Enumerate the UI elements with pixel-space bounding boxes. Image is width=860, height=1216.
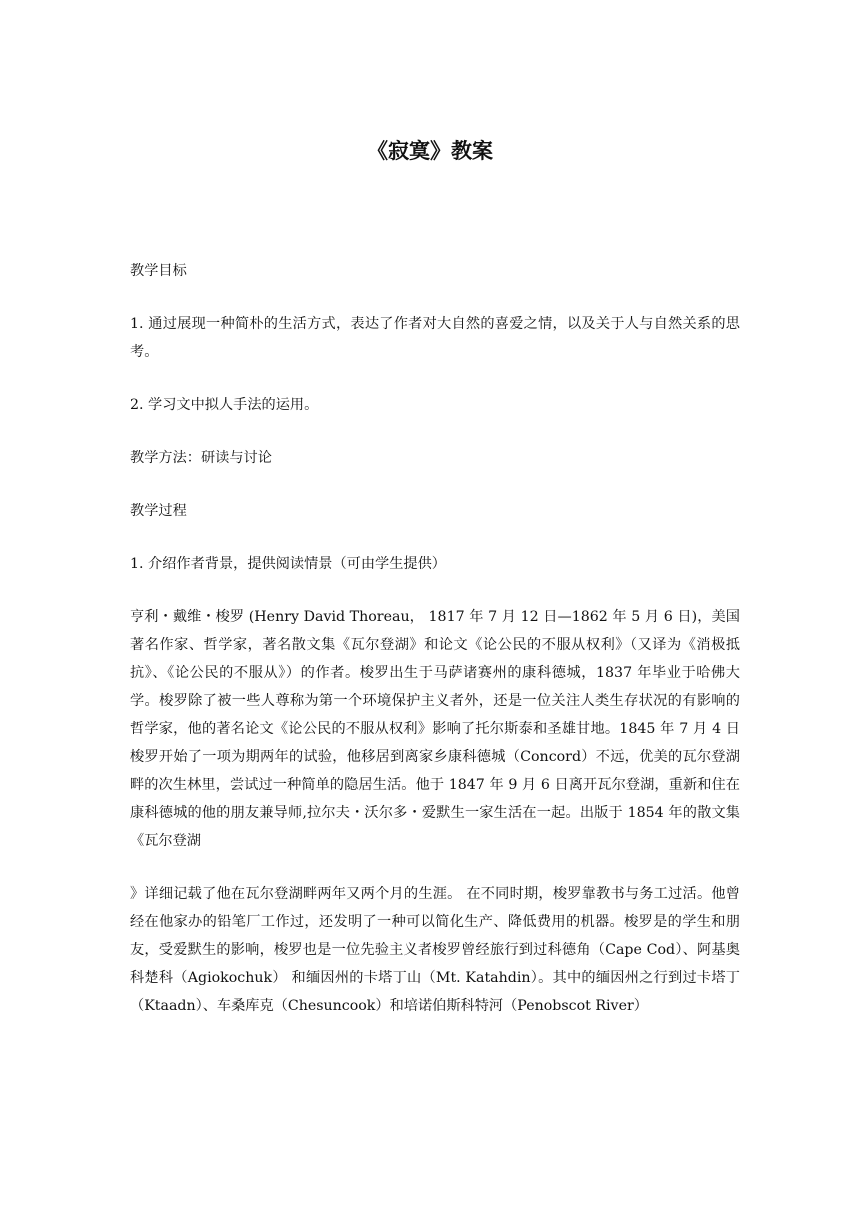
objective-item-2: 2. 学习文中拟人手法的运用。: [130, 397, 319, 413]
document-title: 《寂寞》教案: [367, 139, 493, 163]
section-heading-objectives: 教学目标: [130, 263, 187, 279]
author-background-paragraph: 亨利・戴维・梭罗 (Henry David Thoreau， 1817 年 7 月 12 日—1862 年 5 月 6 日)，美国著名作家、哲学家，著名散文集《瓦尔登湖》和论文《论公民的不服从权利》（又译为《消极抵抗》、《论公民的不服从》）的作者。梭罗出生于马萨诸赛州的康科德城，1837 年毕业于哈佛大学。梭罗除了被一些人尊称为第一个环境保护主义者外，还是一位关注人类生存状况的有影响的哲学家，他的著名论文《论公民的不服从权利》影响了托尔斯泰和圣雄甘地。1845 年 7 月 4 日梭罗开始了一项为期两年的试验，他移居到离家乡康科德城（Concord）不远，优美的瓦尔登湖畔的次生林里，尝试过一种简单的隐居生活。他于 1847 年 9 月 6 日离开瓦尔登湖，重新和住在康科德城的他的朋友兼导师,拉尔夫・沃尔多・爱默生一家生活在一起。出版于 1854 年的散文集《瓦尔登湖: [130, 609, 740, 849]
section-heading-process: 教学过程: [130, 503, 187, 519]
document-body: [130, 257, 740, 1020]
author-background-continued: 》详细记载了他在瓦尔登湖畔两年又两个月的生涯。 在不同时期，梭罗靠教书与务工过活。他曾经在他家办的铅笔厂工作过，还发明了一种可以简化生产、降低费用的机器。梭罗是的学生和朋友，受爱默生的影响，梭罗也是一位先验主义者梭罗曾经旅行到过科德角（Cape Cod）、阿基奥科楚科（Agiokochuk） 和缅因州的卡塔丁山（Mt. Katahdin）。其中的缅因州之行到过卡塔丁（Ktaadn）、车桑库克（Chesuncook）和培诺伯斯科特河（Penobscot River）: [130, 886, 740, 1014]
teaching-method: 教学方法：研读与讨论: [130, 450, 272, 466]
objective-item-1: 1. 通过展现一种简朴的生活方式，表达了作者对大自然的喜爱之情，以及关于人与自然关系的思考。: [130, 316, 740, 360]
process-step-1: 1. 介绍作者背景，提供阅读情景（可由学生提供）: [130, 556, 446, 572]
